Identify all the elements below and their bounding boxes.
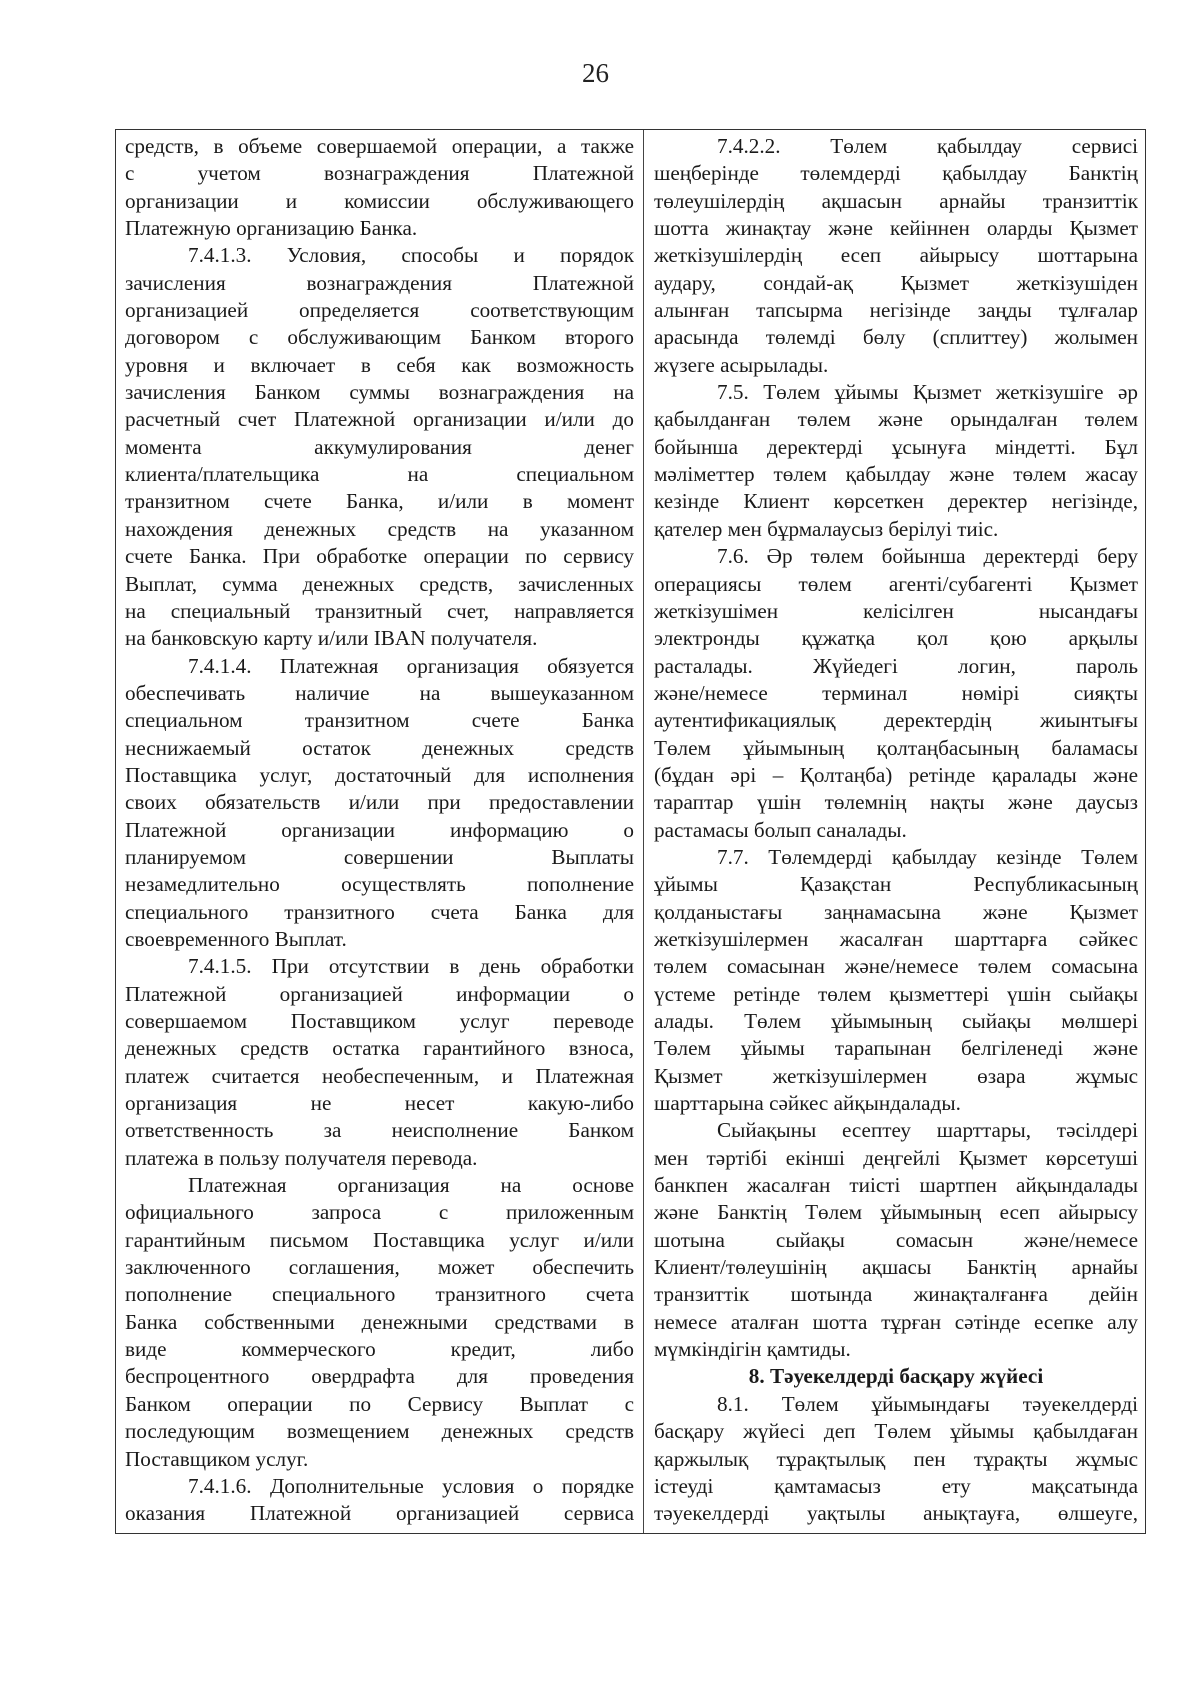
text-line: счете Банка. При обработке операции по сервису	[125, 544, 634, 569]
text-line: транзитном счете Банка, и/или в момент	[125, 489, 634, 514]
text-line: пополнение специального транзитного счета	[125, 1282, 634, 1307]
text-line: жеткізушілердің есеп айырысу шоттарына	[654, 243, 1138, 268]
text-line: платеж считается необеспеченным, и Платежная	[125, 1063, 634, 1088]
text-line: кезінде Клиент көрсеткен деректер негізінде,	[654, 489, 1138, 514]
text-line: басқару жүйесі деп Төлем ұйымы қабылдаған	[654, 1419, 1138, 1444]
text-line: договором с обслуживающим Банком второго	[125, 325, 634, 350]
text-line: официального запроса с приложенным	[125, 1200, 634, 1225]
text-line: тәуекелдерді уақтылы анықтауға, өлшеуге,	[654, 1501, 1138, 1526]
text-line: организация не несет какую-либо	[125, 1091, 634, 1116]
text-line: зачисления вознаграждения Платежной	[125, 270, 634, 295]
text-line: 7.7. Төлемдерді қабылдау кезінде Төлем	[717, 844, 1138, 869]
text-line: оказания Платежной организацией сервиса	[125, 1501, 634, 1526]
text-line: совершаемом Поставщиком услуг переводе	[125, 1009, 634, 1033]
text-line: қабылданған төлем және орындалған төлем	[654, 407, 1138, 432]
text-line: бойынша деректерді ұсынуға міндетті. Бұл	[654, 434, 1138, 459]
text-line: жүзеге асырылады.	[654, 352, 829, 377]
text-line: аудару, сондай-ақ Қызмет жеткізушіден	[654, 270, 1138, 295]
text-line: на банковскую карту и/или IBAN получателя.	[125, 626, 538, 651]
text-line: ответственность за неисполнение Банком	[125, 1118, 634, 1143]
text-line: Поставщика услуг, достаточный для исполнения	[125, 762, 634, 787]
text-line: обеспечивать наличие на вышеуказанном	[125, 680, 634, 705]
text-line: зачисления Банком суммы вознаграждения на	[125, 380, 634, 405]
text-line: алады. Төлем ұйымының сыйақы мөлшері	[654, 1009, 1138, 1033]
text-line: Банка собственными денежными средствами в	[125, 1309, 634, 1334]
text-line: расчетный счет Платежной организации и/или до	[125, 407, 634, 432]
text-line: шарттарына сәйкес айқындалады.	[654, 1091, 961, 1116]
text-line: с учетом вознаграждения Платежной	[125, 161, 634, 186]
text-line: Платежную организацию Банка.	[125, 216, 418, 241]
text-line: мүмкіндігін қамтиды.	[654, 1337, 851, 1362]
text-line: расталады. Жүйедегі логин, пароль	[654, 653, 1138, 678]
text-line: қаржылық тұрақтылық пен тұрақты жұмыс	[654, 1446, 1138, 1471]
text-line: алынған тапсырма негізінде заңды тұлғалар	[654, 298, 1138, 323]
text-line: шеңберінде төлемдерді қабылдау Банктің	[654, 161, 1138, 186]
text-line: беспроцентного овердрафта для проведения	[125, 1364, 634, 1389]
text-line: банкпен жасалған тиісті шартпен айқындалады	[654, 1173, 1138, 1198]
text-line: Выплат, сумма денежных средств, зачисленных	[125, 571, 634, 596]
two-column-table	[115, 129, 1146, 1534]
text-line: Қызмет жеткізушілермен өзара жұмыс	[654, 1063, 1138, 1088]
text-line: платежа в пользу получателя перевода.	[125, 1145, 478, 1170]
text-line: на специальный транзитный счет, направляется	[125, 598, 634, 623]
page-number: 26	[582, 58, 609, 88]
text-line: 7.5. Төлем ұйымы Қызмет жеткізушіге әр	[717, 380, 1138, 405]
text-line: заключенного соглашения, может обеспечить	[125, 1255, 634, 1280]
text-line: транзиттік шотында жинақталғанға дейін	[654, 1282, 1138, 1307]
text-line: ұйымы Қазақстан Республикасының	[654, 872, 1138, 897]
section-heading: 8. Тәуекелдерді басқару жүйесі	[748, 1364, 1044, 1389]
text-line: жеткізушілермен жасалған шарттарға сәйкес	[654, 926, 1138, 951]
text-line: своих обязательств и/или при предоставлении	[125, 790, 634, 815]
text-line: мәліметтер төлем қабылдау және төлем жасау	[654, 462, 1138, 487]
text-line: незамедлительно осуществлять пополнение	[125, 872, 634, 897]
text-line: нахождения денежных средств на указанном	[125, 516, 634, 541]
text-line: 7.4.1.4. Платежная организация обязуется	[188, 653, 634, 678]
text-line: Сыйақыны есептеу шарттары, тәсілдері	[717, 1118, 1138, 1143]
text-line: 7.4.1.6. Дополнительные условия о порядке	[188, 1473, 634, 1498]
text-line: денежных средств остатка гарантийного взноса,	[125, 1036, 634, 1061]
text-line: 7.4.1.5. При отсутствии в день обработки	[188, 954, 634, 979]
text-line: және Банктің Төлем ұйымының есеп айырысу	[654, 1200, 1138, 1225]
text-line: төлеушілердің ақшасын арнайы транзиттік	[654, 188, 1138, 213]
text-line: клиента/плательщика на специальном	[125, 462, 634, 487]
text-line: виде коммерческого кредит, либо	[125, 1337, 634, 1362]
text-line: шотына сыйақы сомасын және/немесе	[654, 1227, 1138, 1252]
text-line: және/немесе терминал нөмірі сияқты	[654, 680, 1138, 705]
text-line: момента аккумулирования денег	[125, 434, 634, 459]
text-line: Төлем ұйымының қолтаңбасының баламасы	[654, 735, 1138, 760]
text-line: мен тәртібі екінші деңгейлі Қызмет көрсетуші	[654, 1145, 1138, 1170]
text-line: специальном транзитном счете Банка	[125, 708, 634, 733]
text-line: Банком операции по Сервису Выплат с	[125, 1391, 634, 1416]
text-line: үстеме ретінде төлем қызметтері үшін сыйақы	[654, 981, 1138, 1006]
text-line: организацией определяется соответствующим	[125, 298, 634, 323]
text-line: электронды құжатқа қол қою арқылы	[654, 626, 1138, 651]
text-line: төлем сомасынан және/немесе төлем сомасына	[654, 954, 1138, 979]
left-column-russian	[125, 133, 634, 1528]
text-line: последующим возмещением денежных средств	[125, 1419, 634, 1444]
text-line: Платежная организация на основе	[188, 1173, 634, 1198]
text-line: Клиент/төлеушінің ақшасы Банктің арнайы	[654, 1255, 1138, 1280]
text-line: Платежной организации информацию о	[125, 817, 634, 842]
text-line: қателер мен бұрмалаусыз берілуі тиіс.	[654, 516, 999, 541]
text-line: Платежной организацией информации о	[125, 981, 634, 1006]
text-line: шотта жинақтау және кейіннен оларды Қызмет	[654, 216, 1138, 241]
text-line: неснижаемый остаток денежных средств	[125, 735, 634, 760]
text-line: растамасы болып саналады.	[654, 817, 907, 842]
text-line: (бұдан әрі – Қолтаңба) ретінде қаралады және	[654, 762, 1138, 787]
text-line: операциясы төлем агенті/субагенті Қызмет	[654, 571, 1138, 596]
text-line: 7.6. Әр төлем бойынша деректерді беру	[717, 544, 1138, 569]
text-line: Төлем ұйымы тарапынан белгіленеді және	[654, 1036, 1138, 1061]
text-line: жеткізушімен келісілген нысандағы	[654, 598, 1138, 623]
text-line: средств, в объеме совершаемой операции, а также	[125, 134, 634, 158]
text-line: Поставщиком услуг.	[125, 1446, 309, 1471]
text-line: тараптар үшін төлемнің нақты және даусыз	[654, 790, 1138, 815]
text-line: организации и комиссии обслуживающего	[125, 188, 634, 213]
column-divider	[643, 130, 644, 1533]
text-line: уровня и включает в себя как возможность	[125, 352, 634, 377]
text-line: планируемом совершении Выплаты	[125, 844, 634, 869]
text-line: 7.4.1.3. Условия, способы и порядок	[188, 243, 634, 268]
text-line: аутентификациялық деректердің жиынтығы	[654, 708, 1138, 733]
text-line: гарантийным письмом Поставщика услуг и/или	[125, 1227, 634, 1252]
text-line: своевременного Выплат.	[125, 926, 347, 951]
text-line: қолданыстағы заңнамасына және Қызмет	[654, 899, 1138, 924]
text-line: арасында төлемді бөлу (сплиттеу) жолымен	[654, 325, 1138, 350]
text-line: специального транзитного счета Банка для	[125, 899, 634, 924]
right-column-kazakh	[654, 133, 1138, 1528]
text-line: істеуді қамтамасыз ету мақсатында	[654, 1473, 1138, 1498]
text-line: 7.4.2.2. Төлем қабылдау сервисі	[717, 134, 1138, 158]
text-line: немесе аталған шотта тұрған сәтінде есепке алу	[654, 1309, 1138, 1334]
text-line: 8.1. Төлем ұйымындағы тәуекелдерді	[717, 1391, 1138, 1416]
